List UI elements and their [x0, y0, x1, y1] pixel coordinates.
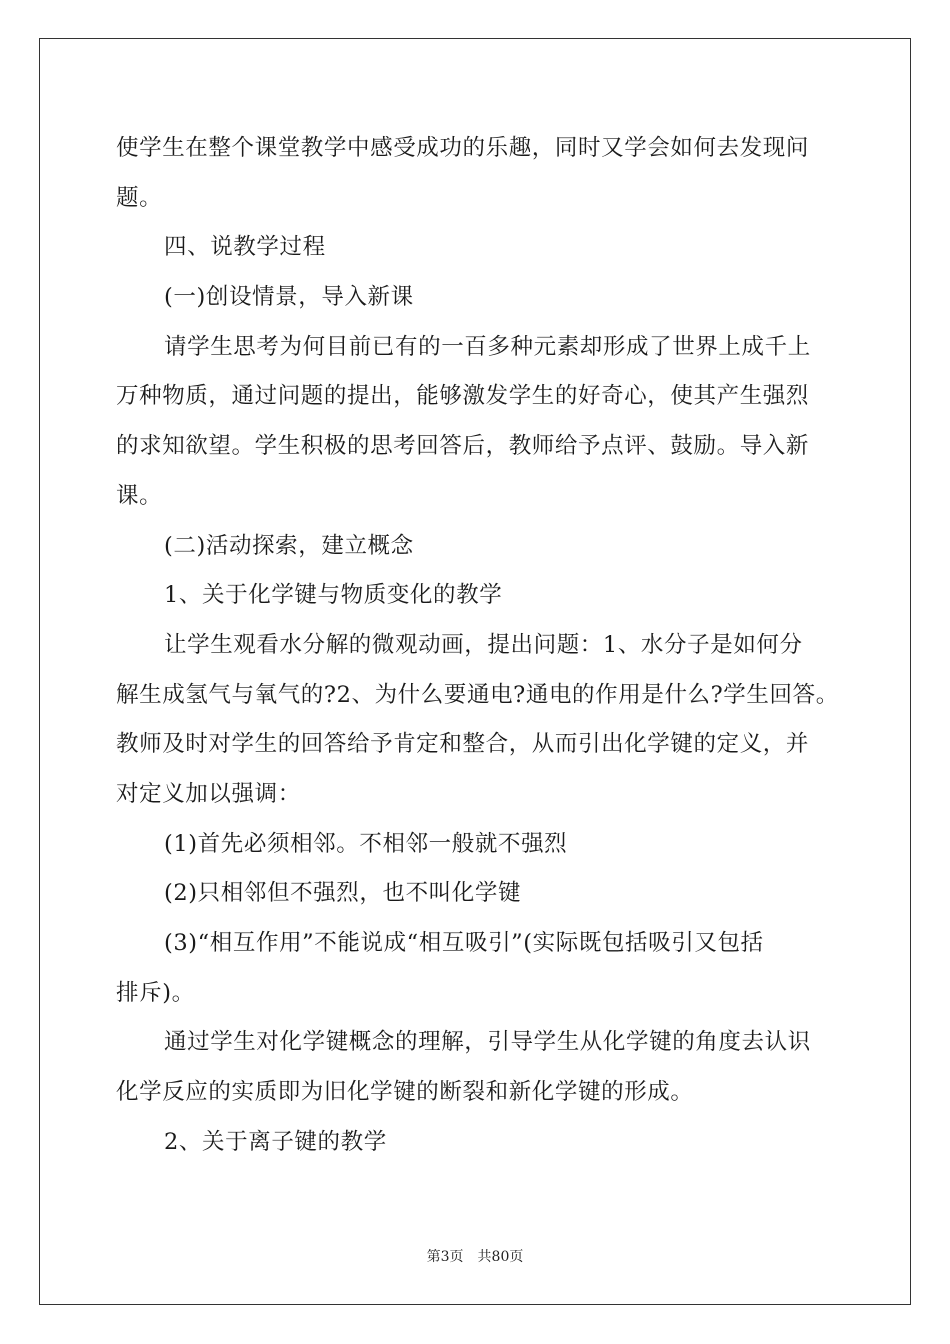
- text-line: (2)只相邻但不强烈，也不叫化学键: [164, 880, 522, 907]
- text-line: 解生成氢气与氧气的?2、为什么要通电?通电的作用是什么?学生回答。: [116, 681, 839, 708]
- text-line: (一)创设情景，导入新课: [164, 284, 414, 311]
- text-line: 的求知欲望。学生积极的思考回答后，教师给予点评、鼓励。导入新: [116, 433, 810, 460]
- text-line: 课。: [116, 482, 163, 509]
- text-line: (3)“相互作用”不能说成“相互吸引”(实际既包括吸引又包括: [164, 930, 764, 956]
- text-line: 四、说教学过程: [164, 234, 326, 261]
- text-line: 2、关于离子键的教学: [164, 1128, 387, 1155]
- text-line: 题。: [116, 184, 163, 211]
- document-body: [116, 124, 846, 1167]
- text-line: 使学生在整个课堂教学中感受成功的乐趣，同时又学会如何去发现问: [116, 135, 810, 161]
- text-line: 通过学生对化学键概念的理解，引导学生从化学键的角度去认识: [164, 1029, 811, 1056]
- text-line: 排斥)。: [116, 979, 195, 1006]
- text-line: (二)活动探索，建立概念: [164, 532, 414, 559]
- text-line: 化学反应的实质即为旧化学键的断裂和新化学键的形成。: [116, 1079, 694, 1106]
- text-line: 1、关于化学键与物质变化的教学: [164, 582, 503, 609]
- text-line: 让学生观看水分解的微观动画，提出问题：1、水分子是如何分: [164, 631, 803, 658]
- text-line: (1)首先必须相邻。不相邻一般就不强烈: [164, 830, 568, 857]
- text-line: 请学生思考为何目前已有的一百多种元素却形成了世界上成千上: [164, 333, 811, 360]
- text-line: 教师及时对学生的回答给予肯定和整合，从而引出化学键的定义，并: [116, 731, 810, 758]
- text-line: 万种物质，通过问题的提出，能够激发学生的好奇心，使其产生强烈: [116, 383, 810, 410]
- page-footer: 第3页 共80页: [426, 1249, 524, 1265]
- text-line: 对定义加以强调：: [116, 780, 301, 807]
